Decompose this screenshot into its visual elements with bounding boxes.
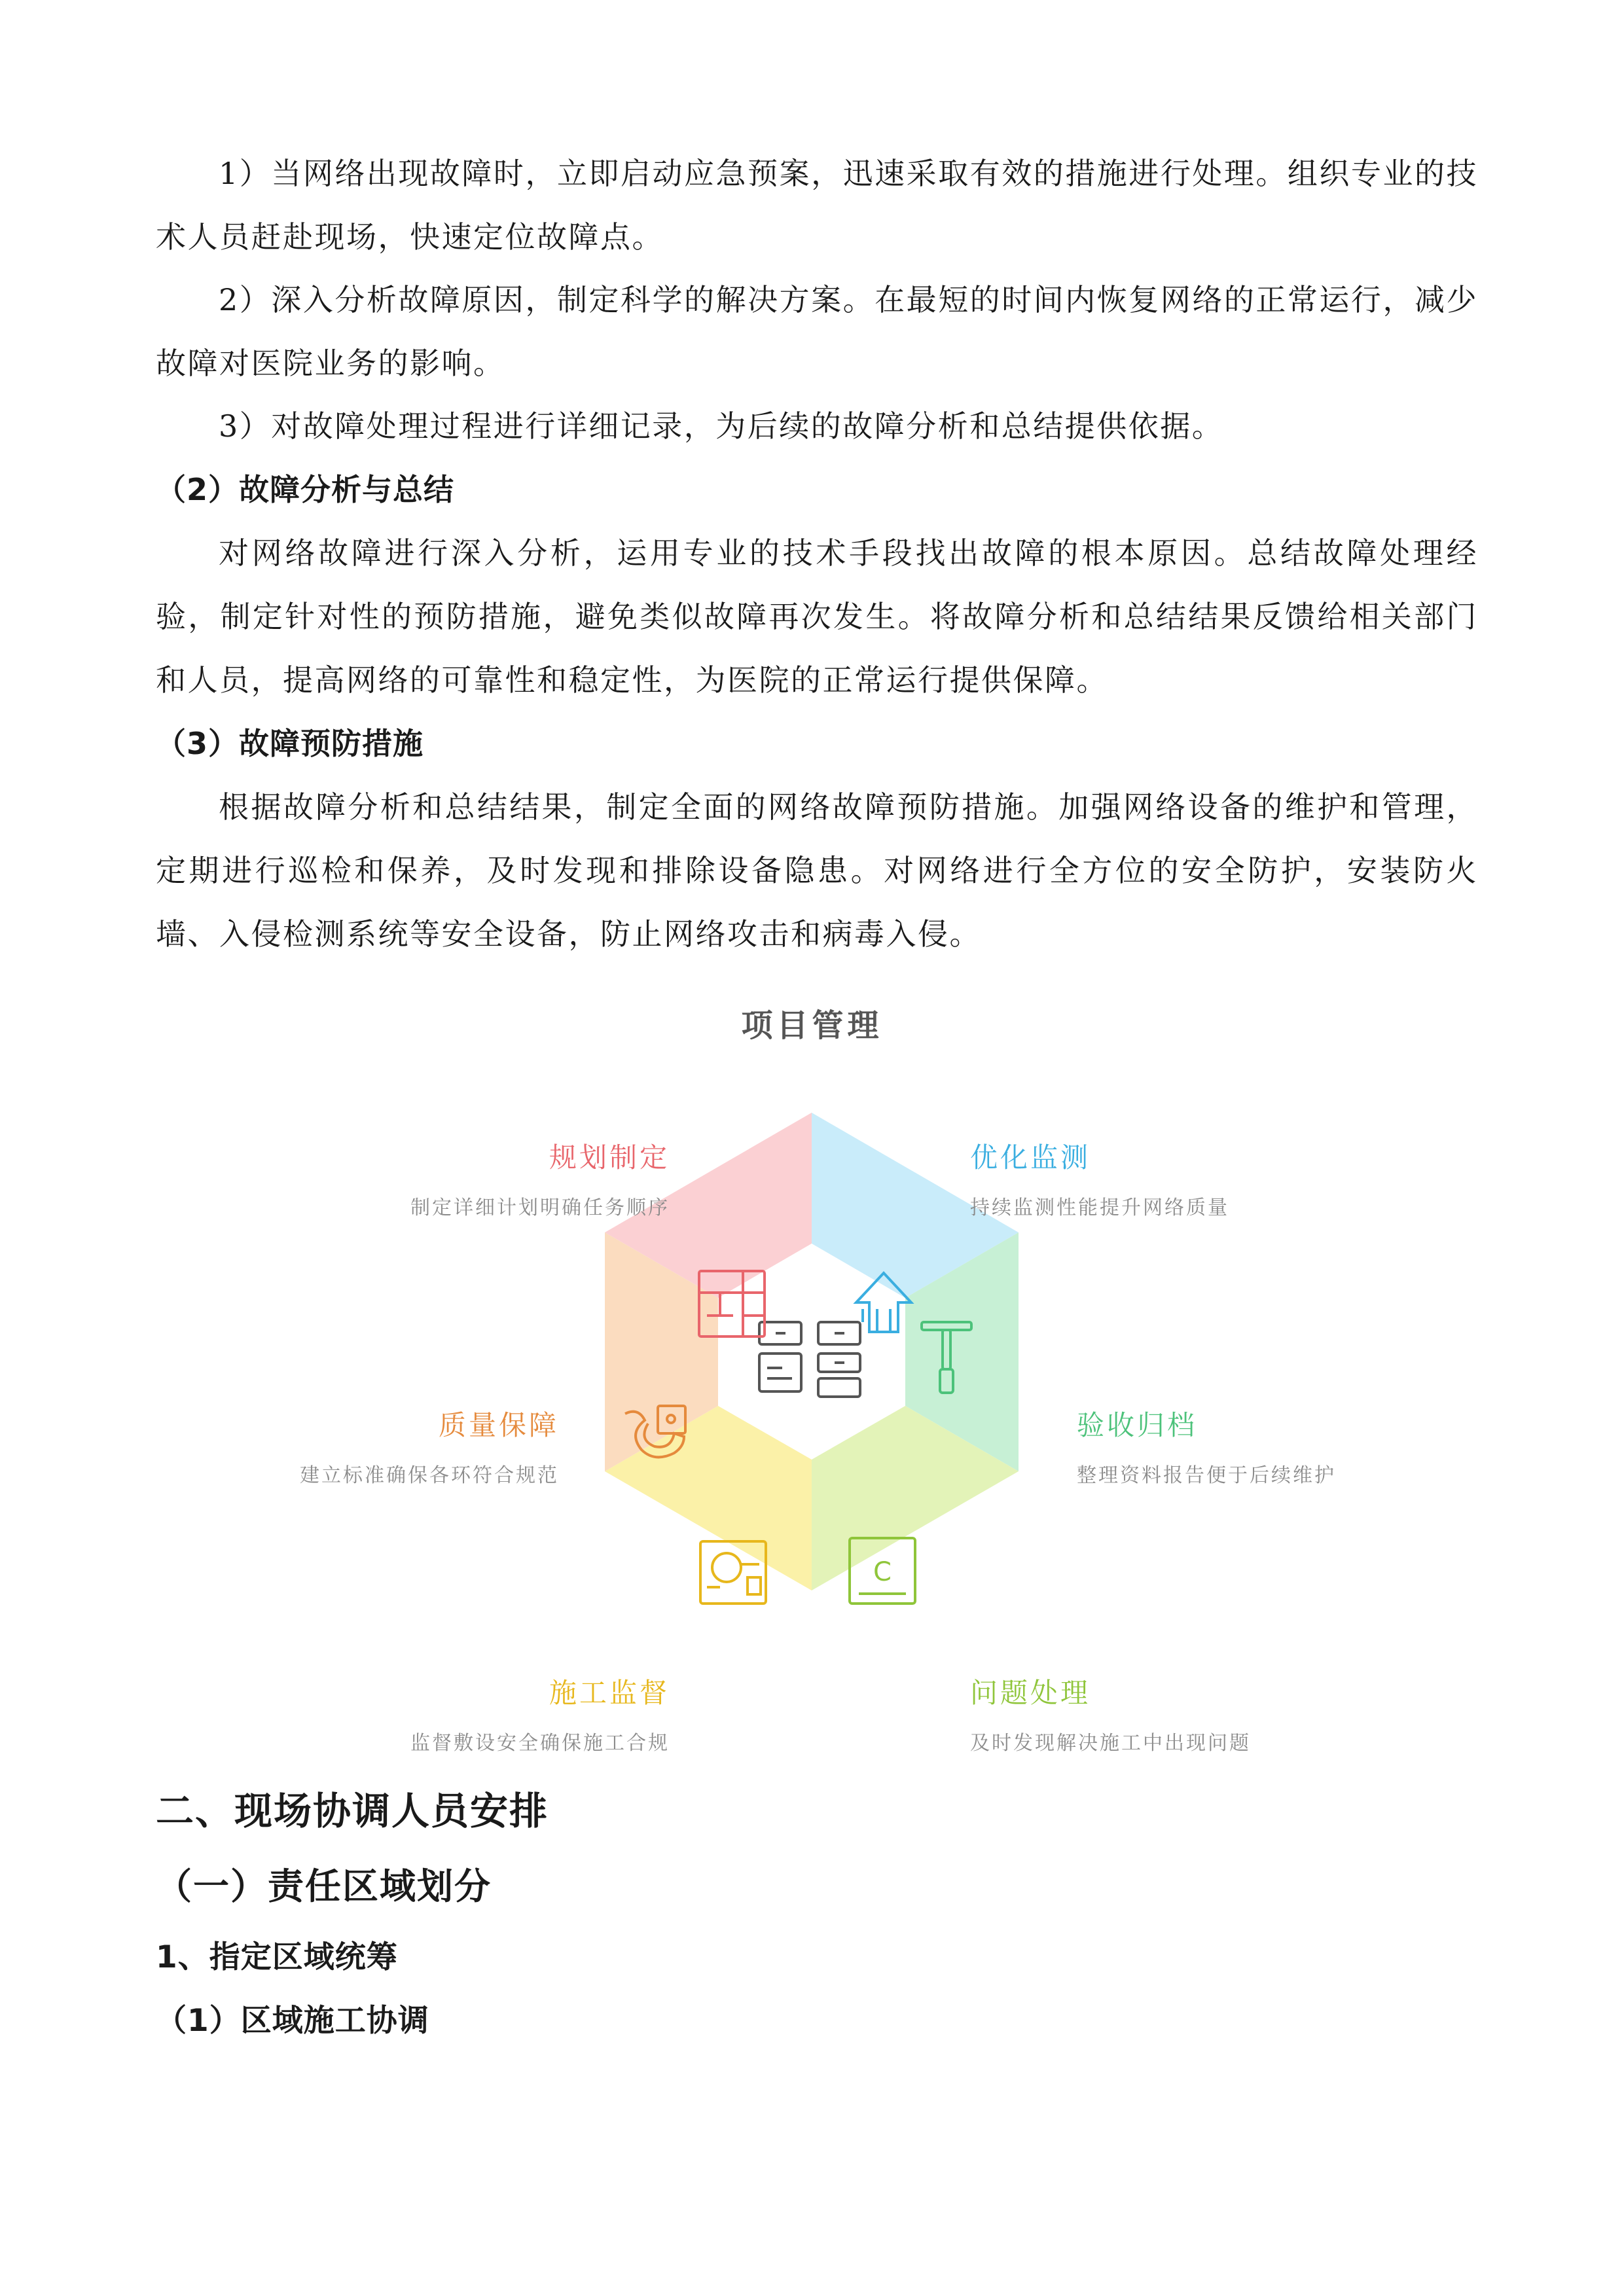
heading-level-4: （1）区域施工协调 — [156, 2003, 429, 2039]
paragraph-2: 2）深入分析故障原因，制定科学的解决方案。在最短的时间内恢复网络的正常运行，减少故障对医院业务的影响。 — [156, 282, 1478, 381]
diagram-title: 项目管理 — [741, 1007, 883, 1044]
heading-level-3: 1、指定区域统筹 — [156, 1939, 398, 1975]
label-quality-title: 质量保障 — [438, 1409, 559, 1441]
label-acceptance — [1077, 1404, 1336, 1488]
label-acceptance-desc: 整理资料报告便于后续维护 — [1077, 1464, 1336, 1487]
paragraph-1: 1）当网络出现故障时，立即启动应急预案，迅速采取有效的措施进行处理。组织专业的技术人员赶赴现场，快速定位故障点。 — [156, 156, 1478, 255]
section-heading-fault-prevention: （3）故障预防措施 — [156, 726, 424, 761]
label-acceptance-title: 验收归档 — [1077, 1409, 1198, 1441]
svg-text:C: C — [873, 1557, 892, 1587]
label-problem-desc: 及时发现解决施工中出现问题 — [970, 1732, 1251, 1755]
heading-level-1: 二、现场协调人员安排 — [156, 1789, 549, 1833]
label-problem — [970, 1672, 1251, 1755]
paragraph-3: 3）对故障处理过程进行详细记录，为后续的故障分析和总结提供依据。 — [219, 408, 1224, 444]
project-management-diagram — [0, 982, 1624, 1767]
label-planning-desc: 制定详细计划明确任务顺序 — [410, 1196, 670, 1219]
label-supervision-desc: 监督敷设安全确保施工合规 — [410, 1732, 670, 1755]
label-quality — [300, 1404, 559, 1488]
label-supervision-title: 施工监督 — [549, 1677, 670, 1709]
label-monitoring — [970, 1136, 1229, 1220]
label-problem-title: 问题处理 — [970, 1677, 1091, 1709]
section-heading-fault-analysis: （2）故障分析与总结 — [156, 472, 455, 507]
document-grid-icon — [759, 1322, 860, 1397]
heading-level-2: （一）责任区域划分 — [156, 1865, 492, 1907]
label-monitoring-desc: 持续监测性能提升网络质量 — [970, 1196, 1229, 1219]
label-planning-title: 规划制定 — [549, 1141, 670, 1174]
label-planning — [410, 1136, 670, 1220]
label-quality-desc: 建立标准确保各环符合规范 — [300, 1464, 559, 1487]
paragraph-fault-prevention: 根据故障分析和总结结果，制定全面的网络故障预防措施。加强网络设备的维护和管理，定期进行巡检和保养，及时发现和排除设备隐患。对网络进行全方位的安全防护，安装防火墙、入侵检测系统等安全设备，防止网络攻击和病毒入侵。 — [156, 789, 1478, 952]
label-monitoring-title: 优化监测 — [970, 1141, 1091, 1174]
paragraph-fault-analysis: 对网络故障进行深入分析，运用专业的技术手段找出故障的根本原因。总结故障处理经验，制定针对性的预防措施，避免类似故障再次发生。将故障分析和总结结果反馈给相关部门和人员，提高网络的可靠性和稳定性，为医院的正常运行提供保障。 — [156, 535, 1478, 698]
label-supervision — [410, 1672, 670, 1755]
